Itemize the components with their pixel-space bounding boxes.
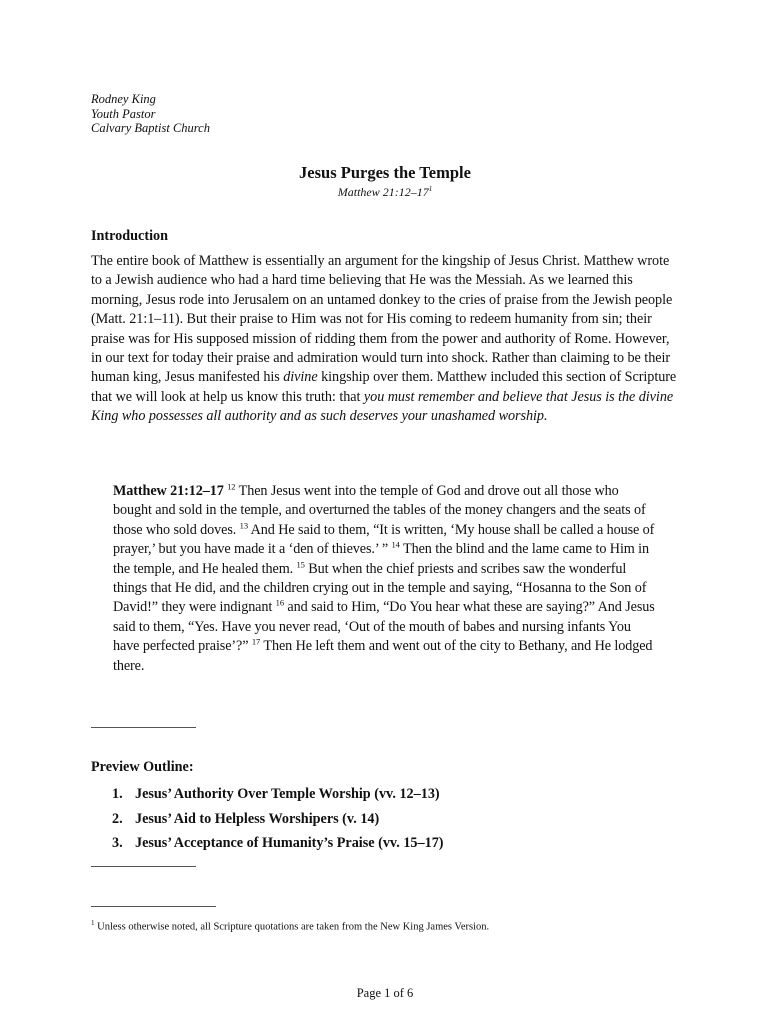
footnote-text: Unless otherwise noted, all Scripture quotations are taken from the New King James Version.: [94, 921, 490, 933]
scripture-passage: [113, 482, 658, 676]
footnote-marker: 1: [428, 185, 433, 193]
verse-number-13: 13: [239, 520, 248, 531]
author-church: Calvary Baptist Church: [91, 121, 210, 136]
sermon-reference: [0, 182, 770, 199]
sermon-title: Jesus Purges the Temple: [299, 163, 471, 182]
footnote-separator: [91, 906, 216, 907]
intro-text-1: The entire book of Matthew is essentially an argument for the kingship of Jesus Christ. Matthew wrote to a Jewish audience who had a hard time believing that He was the Messiah. As we learned this morning, Jesus rode into Jerusalem on an untamed donkey to the cries of praise from the Jewish people (Matt. 21:1–11). But their praise to Him was not for His coming to redeem humanity from sin; their praise was for His supposed mission of ridding them from the power and authority of Rome. However, in our text for today their praise and admiration would turn into shock. Rather than claiming to be their human king, Jesus manifested his: [91, 253, 673, 386]
verse-14: Then the blind and the lame came to Him in the temple, and He healed them.: [113, 541, 650, 577]
outline-item-number: 1.: [112, 786, 123, 802]
page-number: Page 1 of 6: [356, 986, 414, 1000]
introduction-heading: Introduction: [91, 228, 168, 244]
verse-17: Then He left them and went out of the city to Bethany, and He lodged there.: [113, 638, 653, 674]
outline-item-text: Jesus’ Acceptance of Humanity’s Praise (vv. 15–17): [135, 835, 444, 851]
verse-number-17: 17: [251, 636, 261, 647]
footnote-number: 1: [91, 919, 95, 927]
preview-outline-heading: Preview Outline:: [91, 759, 194, 775]
intro-thesis-emphasis: you must remember and believe that Jesus is the divine King who possesses all authority and as such deserves your unashamed worship.: [91, 388, 674, 425]
intro-emphasis-divine: divine: [283, 369, 318, 386]
verse-number-15: 15: [296, 558, 305, 569]
outline-item: [91, 831, 444, 856]
verse-13: And He said to them, “It is written, ‘My house shall be called a house of prayer,’ but you have made it a ‘den of thieves.’ ”: [113, 521, 655, 558]
section-divider-top: [91, 727, 196, 728]
introduction-paragraph: [91, 252, 681, 427]
author-role: Youth Pastor: [91, 106, 156, 121]
verse-12: Then Jesus went into the temple of God and drove out all those who bought and sold in the temple, and overturned the tables of the money changers and the seats of those who sold doves.: [113, 483, 646, 538]
verse-number-12: 12: [227, 481, 236, 492]
verse-number-14: 14: [391, 539, 400, 550]
preview-outline-list: [91, 782, 444, 856]
intro-text-2: kingship over them. Matthew included this section of Scripture that we will look at help us know this truth: that: [91, 369, 677, 405]
verse-15: But when the chief priests and scribes saw the wonderful things that He did, and the children crying out in the temple and saying, “Hosanna to the Son of David!” they were indignant: [113, 560, 647, 616]
scripture-reference: Matthew 21:12–17: [113, 483, 224, 499]
outline-item-text: Jesus’ Aid to Helpless Worshipers (v. 14): [135, 810, 380, 827]
outline-item: [91, 807, 444, 832]
sermon-reference-text: Matthew 21:12–17: [337, 185, 429, 199]
author-name: Rodney King: [91, 92, 156, 106]
footnote: [91, 917, 489, 934]
verse-number-16: 16: [275, 597, 284, 608]
author-block: [91, 92, 210, 136]
outline-item: [91, 782, 444, 807]
outline-item-number: 2.: [112, 810, 123, 827]
verse-16: and said to Him, “Do You hear what these are saying?” And Jesus said to them, “Yes. Have you never read, ‘Out of the mouth of babes and nursing infants You have perfected praise’?”: [113, 599, 655, 655]
outline-item-number: 3.: [112, 835, 123, 851]
outline-item-text: Jesus’ Authority Over Temple Worship (vv. 12–13): [135, 786, 440, 802]
section-divider-bottom: [91, 866, 196, 867]
